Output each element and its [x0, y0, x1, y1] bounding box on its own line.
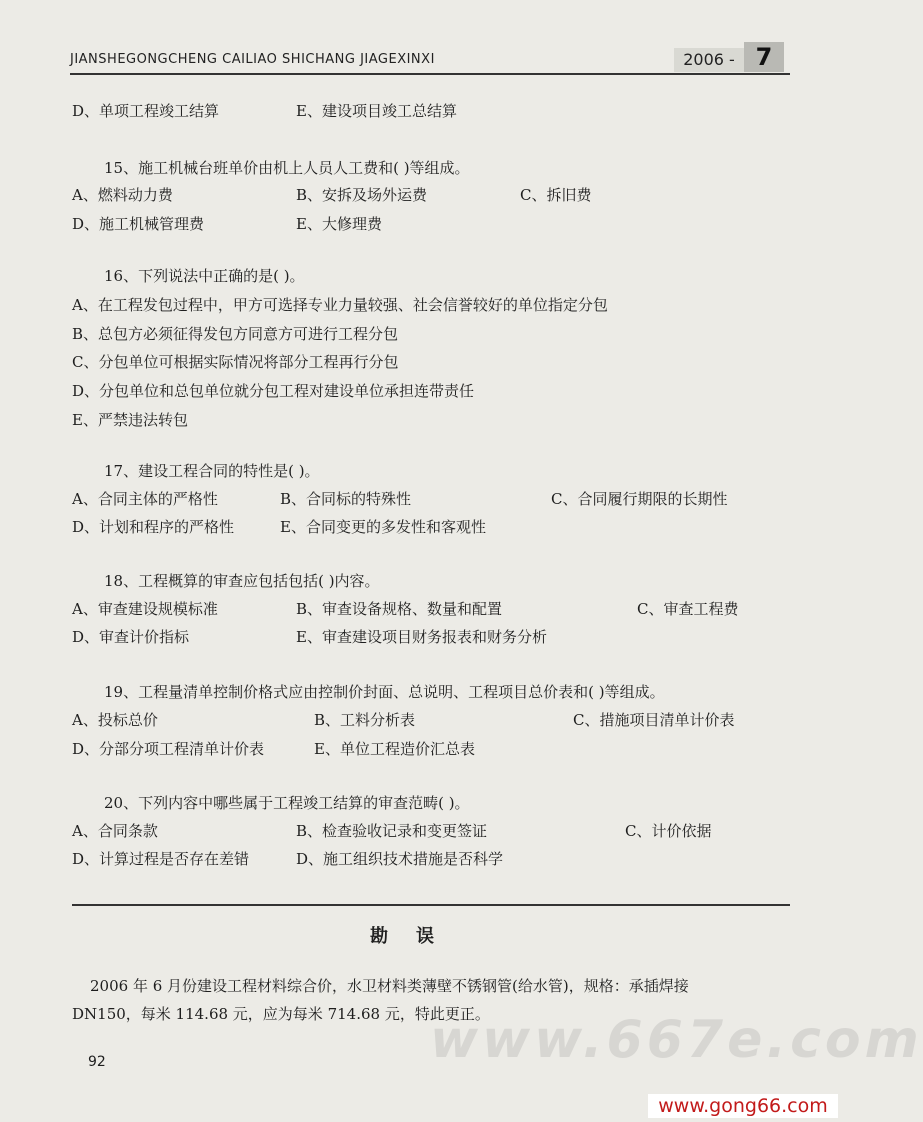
q17-option-c: C、合同履行期限的长期性	[551, 490, 728, 508]
erratum-line-1: 2006 年 6 月份建设工程材料综合价，水卫材料类薄壁不锈钢管(给水管)，规格：承插焊接	[90, 977, 689, 995]
q18-option-e: E、审查建设项目财务报表和财务分析	[296, 628, 547, 646]
q15-option-b: B、安拆及场外运费	[296, 186, 428, 204]
q20-option-c: C、计价依据	[625, 822, 712, 840]
q17-option-b: B、合同标的特殊性	[280, 490, 412, 508]
q19-option-a: A、投标总价	[72, 711, 158, 729]
q19-stem: 19、工程量清单控制价格式应由控制价封面、总说明、工程项目总价表和( )等组成。	[104, 683, 665, 701]
q19-option-b: B、工料分析表	[314, 711, 416, 729]
q17-option-a: A、合同主体的严格性	[72, 490, 218, 508]
erratum-line-2: DN150，每米 114.68 元，应为每米 714.68 元，特此更正。	[72, 1005, 490, 1023]
q15-option-e: E、大修理费	[296, 215, 382, 233]
q16-option-e: E、严禁违法转包	[72, 411, 188, 429]
page-header	[70, 43, 790, 74]
q20-option-e: D、施工组织技术措施是否科学	[296, 850, 504, 868]
q17-stem: 17、建设工程合同的特性是( )。	[104, 462, 320, 480]
q19-option-e: E、单位工程造价汇总表	[314, 740, 475, 758]
page-number: 92	[88, 1054, 106, 1070]
q20-stem: 20、下列内容中哪些属于工程竣工结算的审查范畴( )。	[104, 794, 470, 812]
q17-option-e: E、合同变更的多发性和客观性	[280, 518, 486, 536]
watermark: www.667e.com	[430, 1010, 923, 1070]
q18-stem: 18、工程概算的审查应包括包括( )内容。	[104, 572, 380, 590]
header-rule	[70, 73, 790, 75]
q16-option-d: D、分包单位和总包单位就分包工程对建设单位承担连带责任	[72, 382, 475, 400]
q16-stem: 16、下列说法中正确的是( )。	[104, 267, 305, 285]
q16-option-a: A、在工程发包过程中，甲方可选择专业力量较强、社会信誉较好的单位指定分包	[72, 296, 608, 314]
q14-option-d: D、单项工程竣工结算	[72, 102, 220, 120]
q18-option-d: D、审查计价指标	[72, 628, 190, 646]
site-watermark-badge: www.gong66.com	[648, 1094, 838, 1118]
erratum-title: 勘误	[370, 926, 462, 947]
q20-option-a: A、合同条款	[72, 822, 158, 840]
q16-option-c: C、分包单位可根据实际情况将部分工程再行分包	[72, 353, 399, 371]
q15-stem: 15、施工机械台班单价由机上人员人工费和( )等组成。	[104, 159, 470, 177]
q14-option-e: E、建设项目竣工总结算	[296, 102, 457, 120]
q15-option-c: C、拆旧费	[520, 186, 592, 204]
q18-option-c: C、审查工程费	[637, 600, 739, 618]
q18-option-b: B、审查设备规格、数量和配置	[296, 600, 503, 618]
q16-option-b: B、总包方必须征得发包方同意方可进行工程分包	[72, 325, 399, 343]
section-divider	[72, 904, 790, 906]
q15-option-a: A、燃料动力费	[72, 186, 173, 204]
q17-option-d: D、计划和程序的严格性	[72, 518, 235, 536]
issue-number: 7	[744, 42, 784, 72]
q20-option-d: D、计算过程是否存在差错	[72, 850, 250, 868]
q19-option-c: C、措施项目清单计价表	[573, 711, 735, 729]
q20-option-b: B、检查验收记录和变更签证	[296, 822, 488, 840]
q19-option-d: D、分部分项工程清单计价表	[72, 740, 265, 758]
q15-option-d: D、施工机械管理费	[72, 215, 205, 233]
running-title: JIANSHEGONGCHENG CAILIAO SHICHANG JIAGEXINXI	[70, 52, 435, 67]
q18-option-a: A、审查建设规模标准	[72, 600, 218, 618]
issue-year: 2006 -	[674, 48, 744, 72]
